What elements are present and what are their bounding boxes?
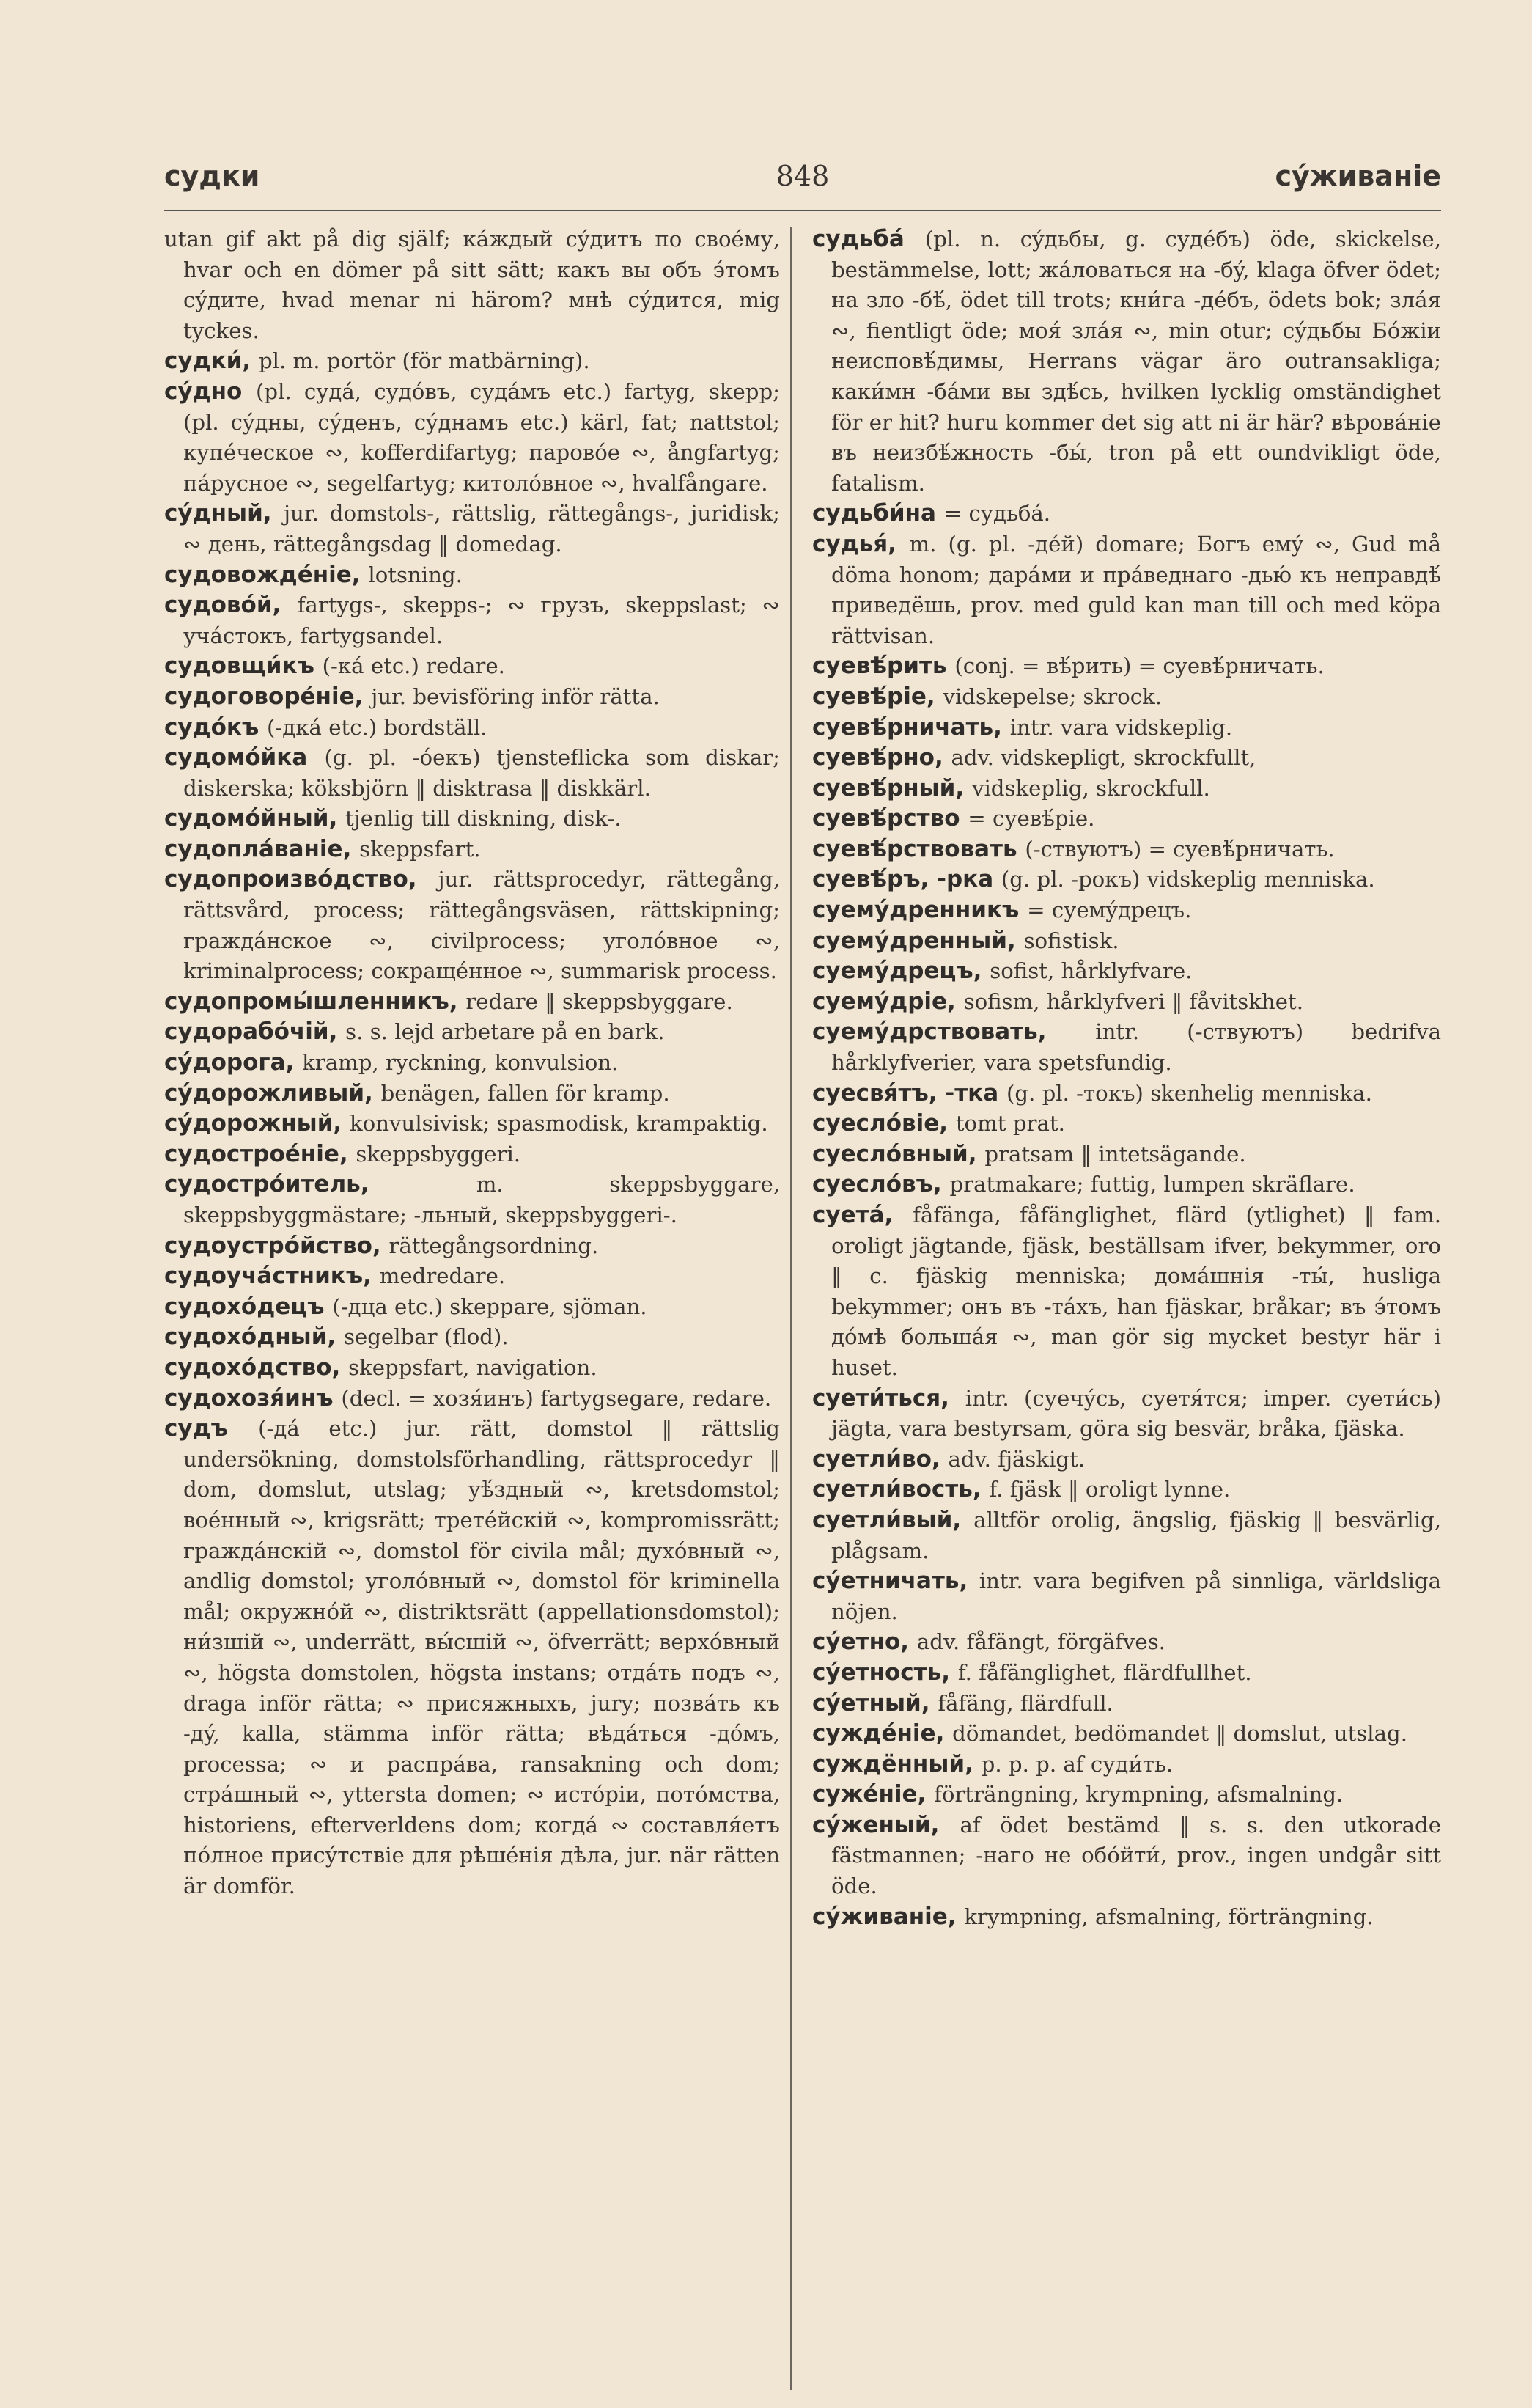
dictionary-entry [812, 1139, 1441, 1170]
definition: rättegångsordning. [388, 1233, 599, 1258]
dictionary-entry [164, 1017, 780, 1048]
definition: redare ‖ skeppsbyggare. [465, 988, 733, 1014]
dictionary-entry [164, 1231, 780, 1262]
dictionary-entry [164, 1384, 780, 1414]
headword: судьбá [812, 226, 925, 252]
headword: суетли́во, [812, 1445, 949, 1472]
definition: (-дá etc.) jur. rätt, domstol ‖ rättslig undersökning, domstolsförhandling, rättsprocedyr ‖ dom, domslut, utslag; уѣ́здный ∾, kretsdomstol; воéнный ∾, krigsrätt; третéйскій ∾, kompromissrätt; граждáнскій ∾, domstol för civila mål; духóвный ∾, andlig domstol; уголóвный ∾, domstol för kriminella mål; окружнóй ∾, distriktsrätt (appellationsdomstol); ни́зшій ∾, underrätt, вы́сшій ∾, öfverrätt; верхóвный ∾, högsta domstolen, högsta instans; отдáть подъ ∾, draga inför rätta; ∾ присяжныхъ, jury; позвáть къ -дý, kalla, stämma inför rätta; вѣдáться -дóмъ, processa; ∾ и распрáва, ransakning och dom; стрáшный ∾, yttersta domen; ∾ истóріи, потóмства, historiens, efterverldens dom; когдá ∾ составля́етъ пóлное присýтствіе для рѣшéнія дѣла, jur. när rätten är domför. [183, 1416, 780, 1899]
headword: судоустрóйство, [164, 1232, 389, 1259]
definition: jur. domstols-, rättslig, rättegångs-, juridisk; ∾ день, rättegångsdag ‖ domedag. [183, 501, 780, 557]
dictionary-entry [812, 1566, 1441, 1627]
dictionary-entry [812, 1109, 1441, 1139]
dictionary-entry [164, 1109, 780, 1139]
headword: суевѣ́рно, [812, 744, 951, 771]
headword: суемýдренникъ [812, 897, 1028, 924]
headword: судьби́на [812, 500, 944, 527]
definition: tomt prat. [955, 1111, 1065, 1137]
guide-word-left: судки [164, 160, 260, 192]
dictionary-entry [812, 1017, 1441, 1078]
definition: s. s. lejd arbetare på en bark. [345, 1019, 665, 1045]
dictionary-entry [812, 1719, 1441, 1750]
dictionary-entry [812, 987, 1441, 1018]
headword: суевѣ́ріе, [812, 683, 943, 710]
dictionary-entry [812, 1689, 1441, 1719]
definition: pl. m. portör (för matbärning). [258, 348, 590, 374]
definition: vidskeplig, skrockfull. [971, 775, 1210, 801]
definition: skeppsbyggeri. [356, 1141, 521, 1167]
definition: krympning, afsmalning, förträngning. [964, 1904, 1374, 1929]
headword: суемýдрецъ, [812, 958, 990, 985]
definition: (-кá etc.) redare. [322, 653, 505, 679]
headword: судóкъ [164, 713, 268, 741]
dictionary-entry [812, 1445, 1441, 1475]
dictionary-entry [812, 1475, 1441, 1505]
dictionary-entry [812, 926, 1441, 957]
dictionary-entry [164, 804, 780, 834]
dictionary-entry [812, 743, 1441, 774]
headword: сýдорожный, [164, 1110, 350, 1137]
headword: сýдный, [164, 500, 284, 527]
dictionary-entry [164, 987, 780, 1018]
headword: сужéніе, [812, 1781, 935, 1808]
dictionary-entry [164, 1353, 780, 1384]
headword: суждённый, [812, 1750, 982, 1777]
definition: benägen, fallen för kramp. [380, 1080, 670, 1106]
definition: m. (g. pl. -дéй) domare; Богъ емý ∾, Gud må döma honom; дарáми и прáведнаго -дью́ къ неправдѣ́ приведёшь, prov. med guld kan man till och med köpa rättvisan. [831, 531, 1441, 648]
headword: сýдорожливый, [164, 1079, 381, 1106]
headword: судовóй, [164, 592, 298, 619]
page-number: 848 [776, 160, 830, 192]
dictionary-entry [164, 346, 780, 377]
definition: = судьбá. [943, 501, 1051, 526]
definition: skeppsfart. [359, 836, 481, 862]
headword: суевѣ́рничать, [812, 713, 1010, 741]
headword: судострóитель, [164, 1171, 476, 1198]
dictionary-entry [164, 1292, 780, 1323]
dictionary-entry [812, 774, 1441, 804]
definition: sofistisk. [1023, 928, 1119, 953]
definition: adv. fåfängt, förgäfves. [916, 1629, 1165, 1655]
dictionary-entry [812, 1079, 1441, 1109]
headword: суетá, [812, 1202, 913, 1228]
dictionary-entry [164, 1048, 780, 1079]
dictionary-entry [812, 1750, 1441, 1780]
dictionary-entry: utan gif akt på dig själf; кáждый сýдитъ по своéму, hvar och en dömer på sitt sätt; какъ вы объ э́томъ сýдите, hvad menar ni härom? мнѣ сýдится, mig tyckes. [164, 227, 780, 343]
definition: jur. rättsprocedyr, rättegång, rättsvård, process; rättegångsväsen, rättskipning; граждáнское ∾, civilprocess; уголóвное ∾, kriminalprocess; сокращéнное ∾, summarisk process. [183, 867, 780, 984]
definition: fartygs-, skepps-; ∾ грузъ, skeppslast; ∾ учáстокъ, fartygsandel. [183, 592, 780, 648]
headword: сýетность, [812, 1659, 958, 1686]
dictionary-entry [164, 377, 780, 499]
definition: intr. (-ствуютъ) bedrifva hårklyfverier, vara spetsfundig. [831, 1019, 1441, 1076]
definition: adv. fjäskigt. [948, 1446, 1086, 1472]
definition: (-дкá etc.) bordställ. [267, 714, 487, 740]
definition: (-ствуютъ) = суевѣ́рничать. [1025, 836, 1335, 862]
headword: суемýдренный, [812, 927, 1024, 954]
headword: судохозя́инъ [164, 1384, 342, 1412]
definition: p. p. p. af суди́ть. [981, 1751, 1174, 1777]
dictionary-entry [812, 1810, 1441, 1902]
headword: сýженый, [812, 1811, 960, 1838]
definition: konvulsivisk; spasmodisk, krampaktig. [350, 1111, 768, 1137]
headword: суемýдрствовать, [812, 1018, 1096, 1046]
definition: förträngning, krympning, afsmalning. [934, 1782, 1344, 1807]
headword: судорабóчій, [164, 1018, 346, 1046]
guide-word-right: сýживаніе [1275, 160, 1441, 192]
headword: суевѣ́рный, [812, 774, 972, 801]
headword: судопромы́шленникъ, [164, 988, 466, 1015]
definition: adv. vidskepligt, skrockfullt, [951, 745, 1256, 771]
definition: intr. (суечýсь, суетя́тся; imper. сyети́сь) jägta, vara bestyrsam, göra sig besvär, bråka, fjäska. [831, 1385, 1441, 1442]
headword: суеслóвіе, [812, 1110, 956, 1137]
headword: судовщи́къ [164, 653, 323, 680]
dictionary-entry [164, 743, 780, 804]
headword: сýдорога, [164, 1049, 303, 1076]
headword: суемýдріе, [812, 988, 964, 1015]
dictionary-entry [164, 1139, 780, 1170]
headword: сýетно, [812, 1629, 917, 1656]
definition: pratmakare; futtig, lumpen skräflare. [949, 1172, 1355, 1197]
page-header [164, 155, 1441, 207]
headword: суждéніе, [812, 1720, 953, 1747]
definition: intr. vara vidskeplig. [1009, 714, 1233, 740]
headword: суевѣ́ръ, -рка [812, 866, 1001, 893]
column-divider [790, 227, 792, 2390]
definition: vidskepelse; skrock. [943, 683, 1163, 709]
headword: суетли́вый, [812, 1506, 974, 1533]
definition: sofist, hårklyfvare. [990, 958, 1193, 984]
dictionary-entry [812, 804, 1441, 834]
definition: (g. pl. -рокъ) vidskeplig menniska. [1001, 867, 1375, 892]
dictionary-entry [164, 1261, 780, 1292]
dictionary-entry [812, 224, 1441, 499]
definition: skeppsfart, navigation. [348, 1354, 597, 1380]
dictionary-entry [812, 1627, 1441, 1658]
headword: суевѣ́рствовать [812, 835, 1025, 862]
headword: судоплáваніе, [164, 835, 360, 862]
headword: судохóдецъ [164, 1293, 333, 1320]
definition: intr. vara begifven på sinnliga, världsliga nöjen. [831, 1568, 1441, 1624]
dictionary-entry [164, 1322, 780, 1353]
definition: segelbar (flod). [344, 1324, 509, 1350]
dictionary-entry [812, 1658, 1441, 1689]
dictionary-entry [164, 682, 780, 713]
headword: сýетничать, [812, 1568, 979, 1595]
definition: lotsning. [368, 562, 463, 587]
headword: судомóйка [164, 744, 325, 771]
headword: суевѣ́рить [812, 653, 955, 680]
headword: судья́, [812, 530, 910, 557]
headword: судоучáстникъ, [164, 1263, 380, 1290]
header-rule [164, 210, 1441, 211]
dictionary-entry [812, 1200, 1441, 1384]
definition: f. fjäsk ‖ oroligt lynne. [989, 1477, 1231, 1502]
dictionary-entry [164, 590, 780, 651]
dictionary-entry [812, 682, 1441, 713]
dictionary-entry [164, 713, 780, 744]
left-column [164, 224, 780, 1902]
definition: fåfänga, fåfänglighet, flärd (ytlighet) ‖ fam. oroligt jägtande, fjäsk, beställsam ifver, bekymmer, oro ‖ c. fjäskig menniska; домáшнія -ты́, husliga bekymmer; онъ въ -тáхъ, han fjäskar, bråkar; въ э́томъ дóмѣ большáя ∾, man gör sig mycket bestyr här i huset. [831, 1203, 1441, 1380]
definition: medredare. [379, 1263, 506, 1289]
dictionary-entry [164, 560, 780, 591]
dictionary-entry [812, 1384, 1441, 1445]
headword: суеслóвъ, [812, 1171, 950, 1198]
dictionary-entry [164, 499, 780, 559]
headword: суеслóвный, [812, 1140, 985, 1167]
definition: m. skeppsbyggare, skeppsbyggmästare; -льный, skeppsbyggeri-. [183, 1172, 780, 1227]
dictionary-entry [812, 713, 1441, 744]
definition: pratsam ‖ intetsägande. [984, 1141, 1246, 1167]
dictionary-entry [812, 1780, 1441, 1810]
definition: = суевѣ́ріе. [968, 806, 1095, 832]
definition: sofism, hårklyfveri ‖ fåvitskhet. [963, 988, 1304, 1014]
headword: суетли́вость, [812, 1476, 990, 1503]
definition: (pl. судá, судóвъ, судáмъ etc.) fartyg, skepp; (pl. сýдны, сýденъ, сýднамъ etc.) kärl, fat; nattstol; купéческое ∾, kofferdifartyg; паровóе ∾, ångfartyg; пáрусное ∾, segelfartyg; китолóвное ∾, hvalfångare. [183, 378, 780, 496]
definition: (g. pl. -óекъ) tjensteflicka som diskar; diskerska; köksbjörn ‖ disktrasa ‖ diskkärl. [183, 745, 781, 801]
definition: = суемýдрецъ. [1027, 898, 1192, 923]
definition: (-дца etc.) skeppare, sjöman. [332, 1293, 647, 1319]
headword: судовождéніе, [164, 561, 369, 588]
definition: tjenlig till diskning, disk-. [345, 806, 622, 832]
dictionary-entry [812, 956, 1441, 987]
headword: судки́, [164, 348, 259, 375]
headword: судъ [164, 1415, 259, 1442]
definition: dömandet, bedömandet ‖ domslut, utslag. [952, 1721, 1407, 1747]
right-column [812, 224, 1441, 1932]
dictionary-entry [164, 651, 780, 682]
headword: судохóдный, [164, 1324, 344, 1351]
headword: сýдно [164, 378, 257, 405]
dictionary-entry [164, 1170, 780, 1230]
dictionary-entry [812, 895, 1441, 926]
headword: судохóдство, [164, 1354, 349, 1381]
headword: сýетный, [812, 1689, 938, 1717]
definition: kramp, ryckning, konvulsion. [302, 1050, 619, 1076]
headword: судопроизвóдство, [164, 866, 438, 893]
dictionary-entry [812, 529, 1441, 651]
dictionary-entry [164, 1079, 780, 1109]
dictionary-entry [812, 1902, 1441, 1933]
definition: (conj. = вѣ́рить) = суевѣ́рничать. [954, 653, 1325, 679]
definition: fåfäng, flärdfull. [938, 1690, 1113, 1716]
dictionary-entry [164, 865, 780, 986]
definition: af ödet bestämd ‖ s. s. den utkorade fästmannen; -наго не обóйти́, prov., ingen undgår sitt öde. [831, 1812, 1441, 1899]
definition: (pl. n. сýдьбы, g. судéбъ) öde, skickelse, bestämmelse, lott; жáловаться на -бý, klaga öfver ödet; на зло -бѣ́, ödet till trots; кни́га -дéбъ, ödets bok; злáя ∾, fientligt öde; моя́ злáя ∾, min otur; сýдьбы Бóжіи неисповѣ́димы, Herrans vägar äro outransakliga; каки́мн -бáми вы здѣ́сь, hvilken lycklig omständighet för er hit? huru kommer det sig att ni är här? вѣровáніе въ неизбѣ́жность -бы́, tron på ett oundvikligt öde, fatalism. [831, 227, 1441, 496]
headword: суети́ться, [812, 1384, 965, 1412]
headword: суесвя́тъ, -тка [812, 1079, 1006, 1106]
headword: судомóйный, [164, 805, 346, 832]
dictionary-entry [164, 834, 780, 865]
dictionary-entry [812, 1170, 1441, 1200]
dictionary-entry [812, 651, 1441, 682]
headword: судоговорéніе, [164, 683, 372, 710]
definition: jur. bevisföring inför rätta. [371, 683, 660, 709]
definition: (g. pl. -токъ) skenhelig menniska. [1006, 1080, 1372, 1106]
definition: f. fåfänglighet, flärdfullhet. [957, 1659, 1252, 1685]
dictionary-entry [812, 499, 1441, 529]
headword: судостроéніе, [164, 1140, 356, 1167]
dictionary-entry [164, 1414, 780, 1902]
headword: сýживаніе, [812, 1903, 965, 1930]
definition: (decl. = хозя́инъ) fartygsegare, redare. [341, 1385, 772, 1411]
headword: суевѣ́рство [812, 805, 968, 832]
dictionary-entry [812, 865, 1441, 895]
dictionary-entry [812, 1505, 1441, 1566]
dictionary-entry [812, 834, 1441, 865]
definition: alltför orolig, ängslig, fjäskig ‖ besvärlig, plågsam. [831, 1507, 1441, 1563]
